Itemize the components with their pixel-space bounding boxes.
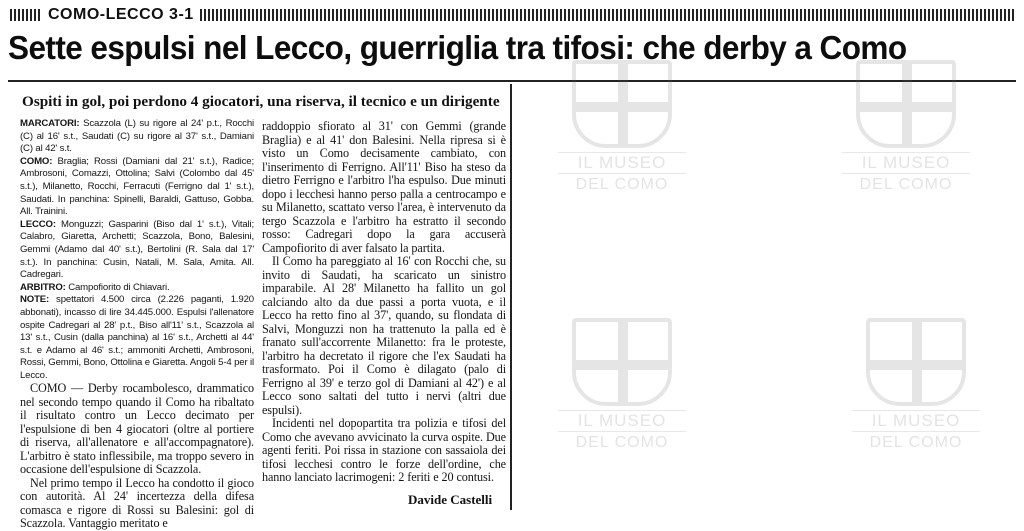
crest-icon [572, 60, 672, 148]
article-column-left [20, 118, 254, 531]
headline: Sette espulsi nel Lecco, guerriglia tra tifosi: che derby a Como [8, 29, 907, 66]
article-column-right [262, 120, 506, 512]
museum-watermark: IL MUSEO DEL COMO [558, 318, 686, 468]
crest-icon [856, 60, 956, 148]
info-arbitro: ARBITRO: Campofiorito di Chiavari. [20, 281, 170, 293]
body-left [20, 382, 254, 531]
paragraph: Nel primo tempo il Lecco ha condotto il gioco con autorità. Al 24' incertezza della difesa comasca e rigore di Rossi su Balesini: gol di Scazzola. Vantaggio meritato e [20, 475, 254, 531]
info-como: COMO: Braglia; Rossi (Damiani dal 21' s.t.), Radice; Ambrosoni, Comazzi, Ottolina; Salvi (Colombo dal 45' s.t.), Milanetto, Rocchi, Ferracuti (Ferrigno dal 1' s.t.), Saudati. In panchina: Spinelli, Baraldi, Gattuso, Gobba. All. Trainini. [20, 155, 254, 218]
museum-watermark: IL MUSEO DEL COMO [842, 60, 970, 210]
paragraph: Incidenti nel dopopartita tra polizia e tifosi del Como che avevano avvicinato la curva ospite. Due agenti feriti. Poi rissa in stazione con sassaiola dei tifosi lecchesi contro le forze dell'ordine, che hanno lanciato lacrimogeni: 2 feriti e 20 contusi. [262, 416, 506, 484]
kicker-text: COMO-LECCO 3-1 [48, 6, 194, 23]
paragraph: raddoppio sfiorato al 31' con Gemmi (grande Braglia) e al 41' don Balesini. Nella ripresa si è visto un Como decisamente cambiato, con l'inserimento di Ferrigno. All'11' Biso ha steso da dietro Ferrigno e l'arbitro l'ha espulso. Due minuti dopo i lecchesi hanno perso palla a centrocampo e su Milanetto, scattato verso l'area, è intervenuto da tergo Scazzola e l'arbitro ha estratto il secondo rosso: Cadregari dopo la gara accuserà Campofiorito di aver falsato la partita. [262, 119, 506, 255]
paragraph: Il Como ha pareggiato al 16' con Rocchi che, su invito di Saudati, ha scaricato un sinistro imparabile. Al 28' Milanetto ha fallito un gol calciando alto da due passi a porta vuota, e il Lecco ha retto fino al 37', quando, su flondata di Salvi, Monguzzi non ha trattenuto la palla ed è franato sull'accorrente Milanetto: fra le proteste, l'arbitro ha decretato il rigore che l'ex Saudati ha trasformato. Poi il Como è dilagato (palo di Ferrigno al 39' e terzo gol di Damiani al 42') e al Lecco sono saltati del tutto i nervi (altri due espulsi). [262, 254, 506, 417]
paragraph: COMO — Derby rocambolesco, drammatico nel secondo tempo quando il Como ha ribaltato il risultato contro un Lecco decimato per l'espulsione di ben 4 giocatori (oltre al portiere di riserva, all'allenatore e all'accompagnatore). L'arbitro è stato inflessibile, ma troppo severo in occasione dell'espulsione di Scazzola. [20, 381, 254, 477]
crest-icon [866, 318, 966, 406]
info-lecco: LECCO: Monguzzi; Gasparini (Biso dal 1' s.t.), Vitali; Calabro, Giaretta, Archetti; Scazzola, Bono, Balesini, Gemmi (Adamo dal 40' s.t.), Bertolini (R. Sala dal 17' s.t.). In panchina: Cusin, Natali, M. Sala, Amita. All. Cadregari. [20, 218, 254, 281]
subheadline: Ospiti in gol, poi perdono 4 giocatori, una riserva, il tecnico e un dirigente [22, 93, 500, 110]
kicker-hatch-left [10, 9, 42, 21]
match-info-box [20, 118, 254, 382]
museum-watermark: IL MUSEO DEL COMO [852, 318, 980, 468]
info-marcatori: MARCATORI: Scazzola (L) su rigore al 24' p.t., Rocchi (C) al 16' s.t., Saudati (C) su rigore al 37' s.t., Damiani (C) al 42' s.t. [20, 118, 254, 155]
section-kicker [10, 6, 1014, 24]
body-right [262, 120, 506, 485]
crest-icon [572, 318, 672, 406]
museum-watermark: IL MUSEO DEL COMO [558, 60, 686, 210]
info-note: NOTE: spettatori 4.500 circa (2.226 paganti, 1.920 abbonati), incasso di lire 34.445.000. Espulsi l'allenatore ospite Cadregari al 28' p.t., Biso all'11' s.t., Scazzola al 13' s.t., Cusin (dalla panchina) al 16' s.t., Archetti al 44' s.t. e Adamo al 46' s.t.; ammoniti Archetti, Ambrosoni, Rossi, Gemmi, Bono, Ottolina e Giaretta. Angoli 5-4 per il Lecco. [20, 294, 254, 381]
kicker-hatch-right [200, 9, 1014, 21]
byline: Davide Castelli [408, 492, 493, 507]
